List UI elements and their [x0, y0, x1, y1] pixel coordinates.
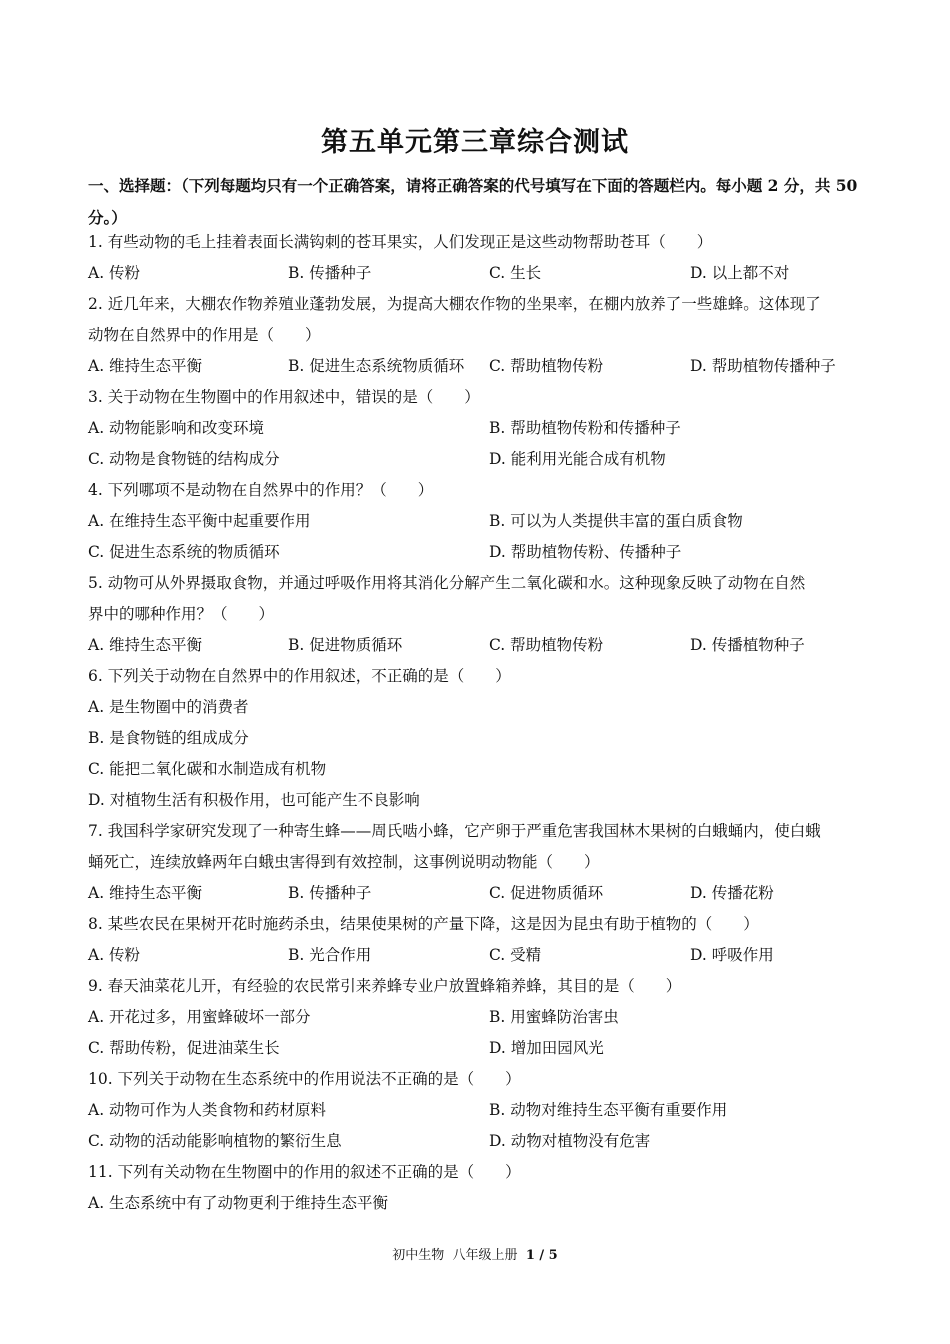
- question-7-stem-line2: 蛹死亡，连续放蜂两年白蛾虫害得到有效控制，这事例说明动物能（ ）: [88, 853, 600, 871]
- option-a: A. 传粉: [88, 264, 141, 282]
- option-a: A. 开花过多，用蜜蜂破坏一部分: [88, 1008, 311, 1026]
- option-a: A. 维持生态平衡: [88, 884, 203, 902]
- option-a: A. 动物可作为人类食物和药材原料: [88, 1101, 327, 1119]
- question-7-options: [88, 878, 868, 909]
- option-d: D. 帮助植物传播种子: [690, 357, 836, 375]
- question-1-options: [88, 258, 868, 289]
- option-a: A. 维持生态平衡: [88, 636, 203, 654]
- option-d: D. 增加田园风光: [489, 1039, 604, 1057]
- option-b: B. 促进物质循环: [288, 636, 403, 654]
- option-c: C. 能把二氧化碳和水制造成有机物: [88, 760, 327, 778]
- option-d: D. 对植物生活有积极作用，也可能产生不良影响: [88, 791, 420, 809]
- question-2-options: [88, 351, 868, 382]
- section-heading: 一、选择题：（下列每题均只有一个正确答案，请将正确答案的代号填写在下面的答题栏内。每小题 2 分，共 50 分。）: [88, 176, 858, 227]
- question-8-options: [88, 940, 868, 971]
- question-6-stem: 6. 下列关于动物在自然界中的作用叙述，不正确的是（ ）: [88, 667, 511, 685]
- question-9-stem: 9. 春天油菜花儿开，有经验的农民常引来养蜂专业户放置蜂箱养蜂，其目的是（ ）: [88, 977, 682, 995]
- footer-grade: 八年级上册: [452, 1248, 518, 1263]
- option-c: C. 受精: [489, 946, 542, 964]
- option-c: C. 促进物质循环: [489, 884, 604, 902]
- option-b: B. 可以为人类提供丰富的蛋白质食物: [489, 512, 743, 530]
- option-c: C. 动物的活动能影响植物的繁衍生息: [88, 1132, 342, 1150]
- option-b: B. 用蜜蜂防治害虫: [489, 1008, 619, 1026]
- option-d: D. 能利用光能合成有机物: [489, 450, 666, 468]
- question-list: [88, 227, 868, 1219]
- option-d: D. 传播花粉: [690, 884, 774, 902]
- option-b: B. 传播种子: [288, 884, 372, 902]
- question-2-stem-line2: 动物在自然界中的作用是（ ）: [88, 326, 321, 344]
- option-c: C. 帮助传粉，促进油菜生长: [88, 1039, 280, 1057]
- option-c: C. 生长: [489, 264, 542, 282]
- question-10-options-row2: [88, 1126, 868, 1157]
- option-d: D. 传播植物种子: [690, 636, 805, 654]
- question-9-options-row1: [88, 1002, 868, 1033]
- question-8-stem: 8. 某些农民在果树开花时施药杀虫，结果使果树的产量下降，这是因为昆虫有助于植物的（ ）: [88, 915, 759, 933]
- question-2-stem-line1: 2. 近几年来，大棚农作物养殖业蓬勃发展，为提高大棚农作物的坐果率，在棚内放养了一些雄蜂。这体现了: [88, 295, 821, 313]
- question-10-options-row1: [88, 1095, 868, 1126]
- question-10-stem: 10. 下列关于动物在生态系统中的作用说法不正确的是（ ）: [88, 1070, 521, 1088]
- option-b: B. 动物对维持生态平衡有重要作用: [489, 1101, 728, 1119]
- question-9-options-row2: [88, 1033, 868, 1064]
- option-c: C. 帮助植物传粉: [489, 636, 604, 654]
- option-a: A. 动物能影响和改变环境: [88, 419, 265, 437]
- question-3-options-row1: [88, 413, 868, 444]
- option-a: A. 在维持生态平衡中起重要作用: [88, 512, 311, 530]
- option-c: C. 促进生态系统的物质循环: [88, 543, 280, 561]
- option-d: D. 动物对植物没有危害: [489, 1132, 651, 1150]
- footer-subject: 初中生物: [392, 1248, 445, 1263]
- question-5-stem-line2: 界中的哪种作用？（ ）: [88, 605, 275, 623]
- question-3-stem: 3. 关于动物在生物圈中的作用叙述中，错误的是（ ）: [88, 388, 480, 406]
- page-title: 第五单元第三章综合测试: [321, 127, 629, 158]
- question-3-options-row2: [88, 444, 868, 475]
- option-a: A. 维持生态平衡: [88, 357, 203, 375]
- option-a: A. 是生物圈中的消费者: [88, 698, 249, 716]
- option-d: D. 呼吸作用: [690, 946, 774, 964]
- page-number: 1 / 5: [525, 1248, 558, 1263]
- option-d: D. 帮助植物传粉、传播种子: [489, 543, 682, 561]
- option-c: C. 动物是食物链的结构成分: [88, 450, 280, 468]
- question-1-stem: 1. 有些动物的毛上挂着表面长满钩刺的苍耳果实，人们发现正是这些动物帮助苍耳（ ）: [88, 233, 713, 251]
- question-5-options: [88, 630, 868, 661]
- question-4-options-row2: [88, 537, 868, 568]
- question-7-stem-line1: 7. 我国科学家研究发现了一种寄生蜂——周氏啮小蜂，它产卵于严重危害我国林木果树的白蛾蛹内，使白蛾: [88, 822, 821, 840]
- question-4-stem: 4. 下列哪项不是动物在自然界中的作用？（ ）: [88, 481, 434, 499]
- option-b: B. 传播种子: [288, 264, 372, 282]
- option-a: A. 传粉: [88, 946, 141, 964]
- option-c: C. 帮助植物传粉: [489, 357, 604, 375]
- option-a: A. 生态系统中有了动物更利于维持生态平衡: [88, 1194, 389, 1212]
- option-d: D. 以上都不对: [690, 264, 790, 282]
- option-b: B. 帮助植物传粉和传播种子: [489, 419, 681, 437]
- option-b: B. 光合作用: [288, 946, 372, 964]
- page-footer: [0, 1244, 950, 1263]
- option-b: B. 是食物链的组成成分: [88, 729, 249, 747]
- question-4-options-row1: [88, 506, 868, 537]
- option-b: B. 促进生态系统物质循环: [288, 357, 465, 375]
- question-11-stem: 11. 下列有关动物在生物圈中的作用的叙述不正确的是（ ）: [88, 1163, 521, 1181]
- question-5-stem-line1: 5. 动物可从外界摄取食物，并通过呼吸作用将其消化分解产生二氧化碳和水。这种现象反映了动物在自然: [88, 574, 806, 592]
